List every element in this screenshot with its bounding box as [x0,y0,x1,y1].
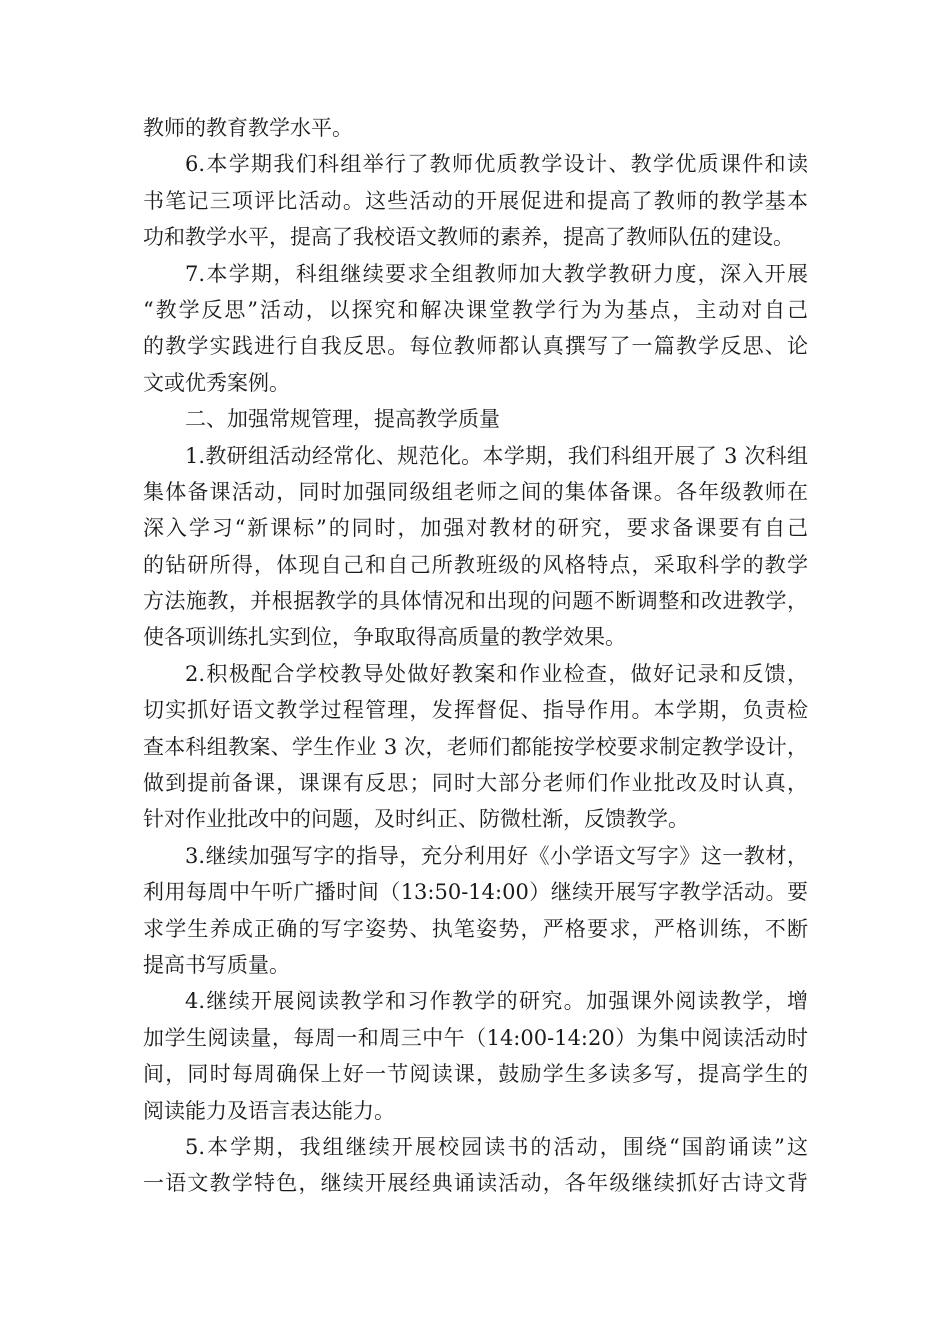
text-line: 方法施教，并根据教学的具体情况和出现的问题不断调整和改进教学， [143,589,808,614]
text-line: 阅读能力及语言表达能力。 [143,1098,395,1123]
paragraph-item-6-start: 6.本学期我们科组举行了教师优质教学设计、教学优质课件和读 [185,152,808,177]
text-line: 深入学习“新课标”的同时，加强对教材的研究，要求备课要有自己 [143,516,808,541]
text-line: 一语文教学特色，继续开展经典诵读活动，各年级继续抓好古诗文背 [143,1171,808,1196]
paragraph-item-3-start: 3.继续加强写字的指导，充分利用好《小学语文写字》这一教材， [185,843,808,868]
paragraph-item-7-start: 7.本学期，科组继续要求全组教师加大教学教研力度，深入开展 [185,261,808,286]
text-line: 文或优秀案例。 [143,370,290,395]
document-page [143,110,808,1202]
text-line: 的钻研所得，体现自己和自己所教班级的风格特点，采取科学的教学 [143,552,808,577]
text-line: 间，同时每周确保上好一节阅读课，鼓励学生多读多写，提高学生的 [143,1062,808,1087]
section-heading: 二、加强常规管理，提高教学质量 [185,407,500,432]
text-line: 切实抓好语文教学过程管理，发挥督促、指导作用。本学期，负责检 [143,698,808,723]
text-line: 针对作业批改中的问题，及时纠正、防微杜渐，反馈教学。 [143,807,689,832]
text-line: 书笔记三项评比活动。这些活动的开展促进和提高了教师的教学基本 [143,188,808,213]
text-line: 教师的教育教学水平。 [143,116,353,140]
text-line: 使各项训练扎实到位，争取取得高质量的教学效果。 [143,625,626,650]
text-line: 做到提前备课，课课有反思；同时大部分老师们作业批改及时认真， [143,771,808,796]
text-line: 集体备课活动，同时加强同级组老师之间的集体备课。各年级教师在 [143,479,808,504]
paragraph-item-4-start: 4.继续开展阅读教学和习作教学的研究。加强课外阅读教学，增 [185,989,808,1014]
text-line: “教学反思”活动，以探究和解决课堂教学行为为基点，主动对自己 [143,297,808,322]
text-line: 的教学实践进行自我反思。每位教师都认真撰写了一篇教学反思、论 [143,334,808,359]
paragraph-item-1-start: 1.教研组活动经常化、规范化。本学期，我们科组开展了 3 次科组 [185,443,808,468]
text-line: 功和教学水平，提高了我校语文教师的素养，提高了教师队伍的建设。 [143,225,794,250]
text-line: 提高书写质量。 [143,952,290,977]
text-line: 查本科组教案、学生作业 3 次，老师们都能按学校要求制定教学设计， [143,734,808,759]
text-line: 利用每周中午听广播时间（13:50-14:00）继续开展写字教学活动。要 [143,880,808,905]
text-line: 求学生养成正确的写字姿势、执笔姿势，严格要求，严格训练，不断 [143,916,808,941]
paragraph-item-2-start: 2.积极配合学校教导处做好教案和作业检查，做好记录和反馈， [185,661,808,686]
text-line: 加学生阅读量，每周一和周三中午（14:00-14:20）为集中阅读活动时 [143,1025,808,1050]
paragraph-item-5-start: 5.本学期，我组继续开展校园读书的活动，围绕“国韵诵读”这 [185,1134,808,1159]
